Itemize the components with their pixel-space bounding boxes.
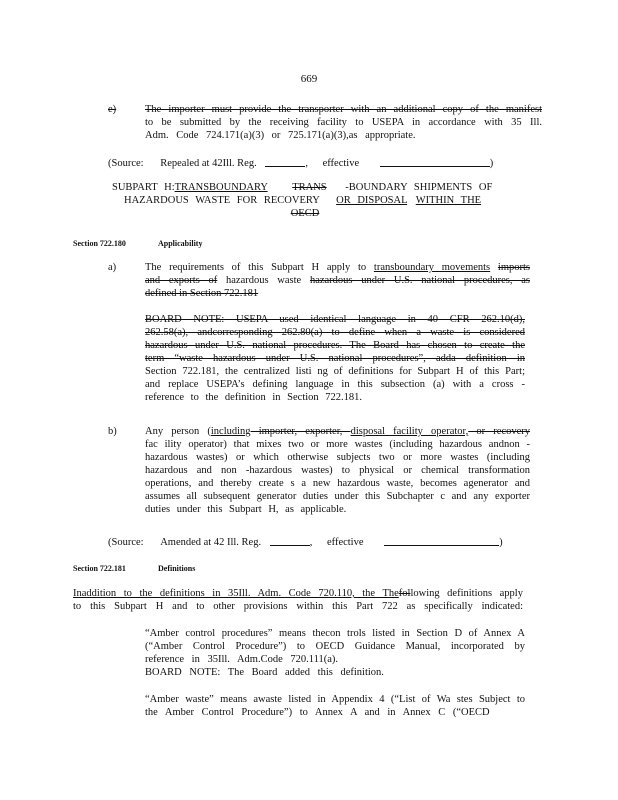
board-note-line-1: BOARD NOTE: USEPA used identical language in 40 CFR 262.10(d), xyxy=(145,314,525,325)
def-amber-waste-line-1: “Amber waste” means awaste listed in Appendix 4 (“List of Wa stes Subject to xyxy=(145,694,525,705)
definitions-intro-line-1: Inaddition to the definitions in 35Ill. Adm. Code 720.110, the Thefollowing definitions apply xyxy=(73,588,523,599)
source-note-repealed: (Source: Repealed at 42Ill. Reg. , effective ) xyxy=(108,158,494,169)
board-note-line-4: term “waste hazardous under U.S. national procedures”, adda definition in xyxy=(145,353,525,364)
subpart-heading-line-1: SUBPART H:TRANSBOUNDARY TRANS -BOUNDARY SHIPMENTS OF xyxy=(112,182,493,193)
subpart-heading-line-3: OECD xyxy=(290,208,320,219)
section-722-180-title: Applicability xyxy=(158,239,203,248)
subsection-b-line-6: assumes all subsequent generator duties under this Subchapter c and any exporter xyxy=(145,491,530,502)
subsection-b-line-4: hazardous and non -hazardous wastes) to physical or chemical transformation xyxy=(145,465,530,476)
section-722-181-number: Section 722.181 xyxy=(73,564,126,573)
effective-label: effective xyxy=(322,158,360,169)
board-note-line-6: and replace USEPA’s defining language in this subsection (a) with a cross - xyxy=(145,379,525,390)
effective-date-blank xyxy=(384,535,499,546)
def-amber-control-line-3: reference in 35Ill. Adm.Code 720.111(a). xyxy=(145,654,338,665)
board-note-line-5: Section 722.181, the centralized listi ng of definitions for Subpart H of this Part; xyxy=(145,366,525,377)
subsection-a-line-2: and exports of hazardous waste hazardous under U.S. national procedures, as xyxy=(145,275,530,286)
subsection-b-line-2: fac ility operator) that mixes two or more wastes (including hazardous andnon - xyxy=(145,439,530,450)
subsection-b-label: b) xyxy=(108,426,117,437)
effective-date-blank xyxy=(380,156,490,167)
register-blank xyxy=(265,156,305,167)
source-action: Repealed at 42Ill. Reg. xyxy=(160,158,257,169)
source-prefix: (Source: xyxy=(108,158,144,169)
subsection-e-line-2: to be submitted by the receiving facility to USEPA in accordance with 35 Ill. xyxy=(145,117,542,128)
subsection-e-line-3: Adm. Code 724.171(a)(3) or 725.171(a)(3),as appropriate. xyxy=(145,130,416,141)
def-amber-control-line-1: “Amber control procedures” means thecon trols listed in Section D of Annex A xyxy=(145,628,525,639)
subsection-b-line-7: duties under this Subpart H, as applicable. xyxy=(145,504,347,515)
def-amber-control-board-note: BOARD NOTE: The Board added this definition. xyxy=(145,667,384,678)
effective-label: effective xyxy=(326,537,364,548)
def-amber-waste-line-2: the Amber Control Procedure”) to Annex A and in Annex C (“OECD xyxy=(145,707,490,718)
subsection-e-label: e) xyxy=(108,104,117,115)
subsection-a-line-1: The requirements of this Subpart H apply to transboundary movements imports xyxy=(145,262,531,273)
subsection-b-line-1: Any person (including importer, exporter, disposal facility operator, or recovery xyxy=(145,426,531,437)
section-722-180-number: Section 722.180 xyxy=(73,239,126,248)
subsection-a-line-3: defined in Section 722.181 xyxy=(145,288,259,299)
register-blank xyxy=(270,535,310,546)
source-action: Amended at 42 Ill. Reg. xyxy=(160,537,262,548)
subpart-heading-line-2: HAZARDOUS WASTE FOR RECOVERY OR DISPOSAL WITHIN THE xyxy=(124,195,482,206)
board-note-line-7: reference to the definition in Section 722.181. xyxy=(145,392,363,403)
source-note-amended: (Source: Amended at 42 Ill. Reg. , effective ) xyxy=(108,537,503,548)
subsection-e-line-1: The importer must provide the transporter with an additional copy of the manifest xyxy=(145,104,542,115)
subsection-a-label: a) xyxy=(108,262,117,273)
board-note-line-2: 262.58(a), andcorresponding 262.80(a) to define when a waste is considered xyxy=(145,327,525,338)
section-722-181-title: Definitions xyxy=(158,564,196,573)
board-note-line-3: hazardous under U.S. national procedures. The Board has chosen to create the xyxy=(145,340,525,351)
definitions-intro-line-2: to this Subpart H and to other provisions within this Part 722 as specifically indicated: xyxy=(73,601,523,612)
page-number: 669 xyxy=(300,73,318,85)
def-amber-control-line-2: (“Amber Control Procedure”) to OECD Guidance Manual, incorporated by xyxy=(145,641,525,652)
source-prefix: (Source: xyxy=(108,537,144,548)
subsection-b-line-5: operations, and thereby create s a new hazardous waste, becomes agenerator and xyxy=(145,478,530,489)
subsection-b-line-3: hazardous wastes) or which otherwise subjects two or more wastes (including xyxy=(145,452,530,463)
